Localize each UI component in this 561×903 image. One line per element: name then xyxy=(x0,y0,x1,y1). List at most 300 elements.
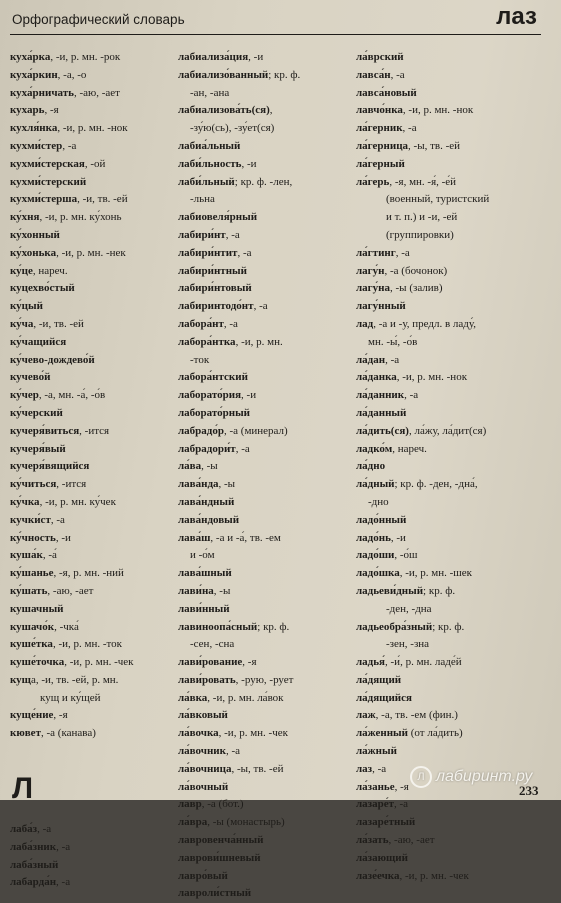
entry-headword: лаборато́рный xyxy=(178,406,250,419)
entry-list xyxy=(356,49,556,885)
dictionary-entry xyxy=(178,494,348,512)
entry-headword: ла́занье xyxy=(356,780,395,793)
dictionary-entry xyxy=(10,565,170,583)
entry-headword: куха́рничать xyxy=(10,86,74,99)
entry-headword: ку́шать xyxy=(10,584,48,597)
entry-grammar: , -и, р. мн. -чек xyxy=(399,869,469,882)
entry-headword: ла́женный xyxy=(356,727,408,740)
entry-headword: ла́герница xyxy=(356,139,409,152)
dictionary-entry xyxy=(356,530,556,548)
entry-grammar: , -я xyxy=(44,104,59,117)
entry-headword: ла́дно xyxy=(356,460,386,473)
entry-headword: лабиринтодо́нт xyxy=(178,300,254,313)
dictionary-entry xyxy=(178,405,348,423)
entry-headword: куцехво́стый xyxy=(10,282,75,295)
dictionary-entry xyxy=(356,352,556,370)
entry-grammar: , -рую, -рует xyxy=(235,673,294,686)
entry-headword: ла́данный xyxy=(356,406,407,419)
dictionary-entry xyxy=(356,868,556,886)
entry-grammar: , -ы (залив) xyxy=(390,282,443,295)
entry-headword: лабиа́льный xyxy=(178,139,241,152)
dictionary-entry xyxy=(10,191,170,209)
entry-headword: лаврови́шневый xyxy=(178,851,261,864)
entry-headword: кучеря́вый xyxy=(10,442,66,455)
entry-headword: ку́цый xyxy=(10,300,43,313)
dictionary-entry xyxy=(178,227,348,245)
dictionary-entry xyxy=(356,547,556,565)
entry-continuation xyxy=(356,636,556,654)
entry-headword: лад xyxy=(356,317,374,330)
dictionary-entry xyxy=(178,316,348,334)
entry-headword: лава́ш xyxy=(178,531,211,544)
entry-grammar: , -и, тв. -ей xyxy=(77,193,128,206)
entry-list xyxy=(10,821,170,892)
dictionary-entry xyxy=(356,102,556,120)
entry-grammar: , -а xyxy=(237,246,252,259)
logo-text: лабиринт.ру xyxy=(436,768,533,786)
entry-grammar: (военный, туристский xyxy=(386,193,490,206)
entry-headword: лабора́нт xyxy=(178,317,224,330)
dictionary-entry xyxy=(10,209,170,227)
entry-headword: лаба́зник xyxy=(10,840,57,853)
entry-grammar: , -а xyxy=(372,762,387,775)
entry-headword: ла́вра xyxy=(178,816,208,829)
entry-headword: ладо́нь xyxy=(356,531,391,544)
entry-grammar: , -я xyxy=(394,780,409,793)
entry-headword: лаба́з xyxy=(10,823,38,836)
entry-headword: ла́дящий xyxy=(356,673,402,686)
entry-headword: ла́дан xyxy=(356,353,386,366)
entry-headword: ладьеви́дный xyxy=(356,584,424,597)
entry-grammar: , -я, мн. -я́, -е́й xyxy=(389,175,457,188)
dictionary-entry xyxy=(356,832,556,850)
dictionary-entry xyxy=(356,67,556,85)
entry-headword: лабора́нтский xyxy=(178,371,248,384)
entry-headword: куще́ние xyxy=(10,709,54,722)
entry-headword: ла́данка xyxy=(356,371,397,384)
column-3 xyxy=(356,49,556,885)
dictionary-entry xyxy=(10,654,170,672)
entry-grammar: , xyxy=(269,104,273,117)
entry-headword: лави́нный xyxy=(178,602,230,615)
entry-grammar: ; кр. ф. -лен, xyxy=(234,175,293,188)
entry-grammar: , -и, р. мн. -ток xyxy=(52,638,123,651)
dictionary-entry xyxy=(178,832,348,850)
dictionary-entry xyxy=(178,850,348,868)
entry-headword: лавчо́нка xyxy=(356,104,403,117)
entry-grammar: , -ы (монастырь) xyxy=(207,816,285,829)
entry-grammar: , -а (бочонок) xyxy=(384,264,448,277)
dictionary-entry xyxy=(178,209,348,227)
entry-grammar: , -я xyxy=(53,709,68,722)
entry-headword: ла́ва xyxy=(178,460,202,473)
entry-grammar: ; кр. ф. xyxy=(268,68,301,81)
entry-grammar: , -и, р. мн. -нок xyxy=(396,371,468,384)
entry-grammar: , -а xyxy=(390,68,405,81)
entry-grammar: , нареч. xyxy=(392,442,427,455)
entry-grammar: , ла́жу, ла́дит(ся) xyxy=(408,424,487,437)
entry-grammar: , -а xyxy=(225,228,240,241)
entry-grammar: -льна xyxy=(190,193,215,206)
entry-headword: лабиализа́ция xyxy=(178,51,249,63)
dictionary-entry xyxy=(10,601,170,619)
entry-continuation xyxy=(356,191,556,209)
entry-grammar: , -и, р. мн. xyxy=(235,335,283,348)
entry-headword: ла́вочник xyxy=(178,745,226,758)
entry-headword: кухми́стерский xyxy=(10,175,87,188)
entry-headword: кухми́стер xyxy=(10,139,63,152)
dictionary-entry xyxy=(178,458,348,476)
entry-headword: лава́нда xyxy=(178,478,219,491)
dictionary-entry xyxy=(356,476,556,494)
entry-continuation xyxy=(178,120,348,138)
entry-continuation xyxy=(178,85,348,103)
entry-grammar: , -и, тв. -ей xyxy=(33,317,84,330)
entry-headword: лабири́нтит xyxy=(178,246,238,259)
dictionary-entry xyxy=(178,779,348,797)
entry-headword: ла́герь xyxy=(356,175,390,188)
entry-headword: ла́зающий xyxy=(356,851,408,864)
dictionary-entry xyxy=(178,67,348,85)
dictionary-entry xyxy=(178,654,348,672)
entry-grammar: , -а и -у, предл. в ладу́, xyxy=(373,317,477,330)
dictionary-entry xyxy=(10,316,170,334)
entry-grammar: , -и, р. мн. -чек xyxy=(64,656,134,669)
dictionary-entry xyxy=(356,814,556,832)
entry-grammar: , -и xyxy=(55,531,71,544)
entry-headword: ла́вочница xyxy=(178,762,232,775)
entry-grammar: , -и, р. мн. -нек xyxy=(56,246,126,259)
dictionary-entry xyxy=(10,458,170,476)
entry-grammar: ; кр. ф. xyxy=(257,620,290,633)
entry-headword: кухарь xyxy=(10,104,45,117)
dictionary-entry xyxy=(356,441,556,459)
entry-grammar: , -и xyxy=(241,157,257,170)
entry-headword: ла́вочный xyxy=(178,780,229,793)
entry-headword: ку́шанье xyxy=(10,567,54,580)
dictionary-entry xyxy=(356,298,556,316)
entry-grammar: и -о́м xyxy=(190,549,215,562)
dictionary-entry xyxy=(178,174,348,192)
entry-grammar: -дно xyxy=(368,495,389,508)
dictionary-entry xyxy=(356,245,556,263)
entry-headword: ла́гтинг xyxy=(356,246,396,259)
entry-grammar: , -и, р. мн. -нок xyxy=(402,104,474,117)
entry-continuation xyxy=(356,494,556,512)
section-letter: Л xyxy=(12,772,34,806)
entry-headword: лава́ндовый xyxy=(178,513,240,526)
dictionary-entry xyxy=(356,654,556,672)
entry-headword: лавровенча́нный xyxy=(178,834,264,847)
entry-headword: ку́чер xyxy=(10,389,39,402)
entry-grammar: , -чка́ xyxy=(54,620,79,633)
column-1 xyxy=(10,49,170,892)
entry-grammar: , -ится xyxy=(79,424,110,437)
dictionary-entry xyxy=(178,885,348,903)
entry-headword: ла́вковый xyxy=(178,709,228,722)
entry-continuation xyxy=(356,334,556,352)
entry-headword: ла́дный xyxy=(356,478,395,491)
dictionary-entry xyxy=(10,405,170,423)
entry-headword: ладья́ xyxy=(356,656,386,669)
entry-headword: лазаре́т xyxy=(356,798,394,811)
entry-headword: куха́рка xyxy=(10,51,51,63)
entry-headword: лавроли́стный xyxy=(178,887,252,900)
running-title: Орфографический словарь xyxy=(12,12,185,27)
dictionary-entry xyxy=(10,334,170,352)
dictionary-entry xyxy=(178,583,348,601)
dictionary-entry xyxy=(178,814,348,832)
entry-grammar: , -а xyxy=(253,300,268,313)
dictionary-entry xyxy=(356,512,556,530)
entry-headword: ла́вка xyxy=(178,691,208,704)
dictionary-entry xyxy=(10,619,170,637)
dictionary-entry xyxy=(10,174,170,192)
entry-headword: лагу́н xyxy=(356,264,385,277)
entry-headword: ку́читься xyxy=(10,478,57,491)
dictionary-entry xyxy=(178,369,348,387)
dictionary-entry xyxy=(356,458,556,476)
entry-grammar: , -ы, тв. -ей xyxy=(231,762,284,775)
entry-headword: кушачный xyxy=(10,602,64,615)
entry-headword: ладо́ши xyxy=(356,549,395,562)
entry-headword: лава́ндный xyxy=(178,495,235,508)
entry-headword: лавр xyxy=(178,798,202,811)
entry-list xyxy=(178,49,348,903)
entry-grammar: , -а xyxy=(56,876,71,889)
entry-grammar: , -а́ xyxy=(42,549,57,562)
entry-grammar: -зу́ю(сь), -зу́ет(ся) xyxy=(190,122,275,135)
dictionary-entry xyxy=(178,423,348,441)
entry-headword: ла́врский xyxy=(356,51,404,63)
dictionary-entry xyxy=(178,245,348,263)
dictionary-entry xyxy=(178,334,348,352)
entry-grammar: , -ы xyxy=(218,478,236,491)
dictionary-entry xyxy=(178,619,348,637)
entry-grammar: , -и́, р. мн. ладе́й xyxy=(385,656,462,669)
entry-grammar: -ден, -дна xyxy=(386,602,432,615)
entry-headword: лави́на xyxy=(178,584,214,597)
entry-headword: кухля́нка xyxy=(10,122,58,135)
entry-headword: ладьеобра́зный xyxy=(356,620,433,633)
entry-headword: лаж xyxy=(356,709,376,722)
dictionary-entry xyxy=(178,601,348,619)
entry-headword: лабиализова́ть(ся) xyxy=(178,104,270,117)
entry-headword: ку́ча xyxy=(10,317,34,330)
dictionary-entry xyxy=(178,690,348,708)
entry-grammar: , -а xyxy=(395,246,410,259)
entry-grammar: , -а xyxy=(37,823,52,836)
entry-headword: ла́дить(ся) xyxy=(356,424,409,437)
entry-grammar: а, -и, тв. -ей, р. мн. xyxy=(30,673,119,686)
entry-grammar: , -а, мн. -а́, -о́в xyxy=(38,389,106,402)
dictionary-entry xyxy=(10,530,170,548)
dictionary-entry xyxy=(356,316,556,334)
dictionary-entry xyxy=(10,423,170,441)
entry-headword: кювет xyxy=(10,727,41,740)
dictionary-entry xyxy=(10,707,170,725)
entry-headword: лабири́нтовый xyxy=(178,282,252,295)
dictionary-entry xyxy=(178,156,348,174)
dictionary-entry xyxy=(10,138,170,156)
entry-grammar: , -и, р. мн. -рок xyxy=(50,51,121,63)
entry-headword: ла́герный xyxy=(356,157,405,170)
dictionary-entry xyxy=(178,138,348,156)
dictionary-entry xyxy=(356,565,556,583)
dictionary-entry xyxy=(356,583,556,601)
entry-headword: ку́черский xyxy=(10,406,63,419)
entry-grammar: , -ы xyxy=(201,460,218,473)
dictionary-entry xyxy=(10,387,170,405)
entry-headword: лави́ровать xyxy=(178,673,236,686)
dictionary-entry xyxy=(10,49,170,67)
entry-grammar: -ток xyxy=(190,353,210,366)
dictionary-entry xyxy=(356,850,556,868)
entry-continuation xyxy=(10,690,170,708)
dictionary-entry xyxy=(10,280,170,298)
entry-grammar: ; кр. ф. xyxy=(423,584,456,597)
entry-headword: ладо́шка xyxy=(356,567,400,580)
dictionary-entry xyxy=(178,441,348,459)
entry-grammar: (от ла́дить) xyxy=(408,727,463,740)
column-2 xyxy=(178,49,348,903)
dictionary-entry xyxy=(178,868,348,886)
dictionary-entry xyxy=(178,280,348,298)
dictionary-entry xyxy=(178,565,348,583)
entry-grammar: , -а (бот.) xyxy=(201,798,244,811)
entry-grammar: , -а (минерал) xyxy=(223,424,288,437)
dictionary-entry xyxy=(178,387,348,405)
entry-grammar: , -а xyxy=(50,513,65,526)
entry-headword: ла́дящийся xyxy=(356,691,412,704)
dictionary-entry xyxy=(356,672,556,690)
dictionary-entry xyxy=(10,821,170,839)
dictionary-entry xyxy=(178,672,348,690)
entry-headword: лабарда́н xyxy=(10,876,57,889)
entry-grammar: , -а, -о xyxy=(57,68,87,81)
logo-mark-icon: Л xyxy=(410,766,432,788)
entry-headword: ла́данник xyxy=(356,389,405,402)
entry-grammar: , -и, р. мн. -нок xyxy=(57,122,128,135)
entry-headword: лазаре́тный xyxy=(356,816,416,829)
entry-grammar: , -я xyxy=(242,656,257,669)
dictionary-entry xyxy=(356,796,556,814)
entry-grammar: кущ и ку́щей xyxy=(40,691,101,704)
dictionary-entry xyxy=(356,707,556,725)
entry-grammar: , -о́ш xyxy=(394,549,418,562)
entry-headword: лава́шный xyxy=(178,567,232,580)
dictionary-entry xyxy=(10,494,170,512)
dictionary-entry xyxy=(178,796,348,814)
entry-grammar: , -ы xyxy=(213,584,231,597)
entry-headword: лаборато́рия xyxy=(178,389,242,402)
entry-headword: кухми́стерская xyxy=(10,157,85,170)
entry-headword: лаби́льный xyxy=(178,175,235,188)
entry-headword: лабири́нт xyxy=(178,228,226,241)
page-number: 233 xyxy=(519,783,539,798)
dictionary-entry xyxy=(356,619,556,637)
dictionary-entry xyxy=(10,369,170,387)
dictionary-entry xyxy=(10,672,170,690)
dictionary-entry xyxy=(10,120,170,138)
entry-grammar: , -а xyxy=(402,122,417,135)
entry-grammar: , -а и -а́, тв. -ем xyxy=(210,531,281,544)
entry-headword: лагу́нный xyxy=(356,300,406,313)
dictionary-entry xyxy=(10,156,170,174)
dictionary-entry xyxy=(10,85,170,103)
entry-headword: ку́хня xyxy=(10,211,40,224)
entry-grammar: ; кр. ф. -ден, -дна́, xyxy=(394,478,478,491)
dictionary-entry xyxy=(178,512,348,530)
entry-headword: кучево́й xyxy=(10,371,51,384)
page-header xyxy=(10,4,541,35)
entry-headword: лаби́льность xyxy=(178,157,242,170)
entry-headword: лабиовеля́рный xyxy=(178,211,258,224)
entry-headword: ку́хонька xyxy=(10,246,57,259)
entry-headword: ку́чащийся xyxy=(10,335,67,348)
dictionary-entry xyxy=(356,405,556,423)
entry-headword: кущ xyxy=(10,673,31,686)
entry-headword: лавро́вый xyxy=(178,869,228,882)
entry-headword: ла́вочка xyxy=(178,727,219,740)
dictionary-entry xyxy=(10,263,170,281)
dictionary-entry xyxy=(10,512,170,530)
entry-headword: куше́тка xyxy=(10,638,53,651)
entry-continuation xyxy=(178,191,348,209)
entry-headword: кучеря́вящийся xyxy=(10,460,90,473)
entry-headword: лаз xyxy=(356,762,373,775)
entry-headword: ла́зать xyxy=(356,834,389,847)
catchword: лаз xyxy=(496,3,537,30)
entry-grammar: , -а (канава) xyxy=(40,727,96,740)
entry-grammar: , -ы, тв. -ей xyxy=(408,139,461,152)
entry-headword: куха́ркин xyxy=(10,68,58,81)
dictionary-entry xyxy=(10,441,170,459)
entry-headword: лавиноопа́сный xyxy=(178,620,258,633)
entry-grammar: , -и xyxy=(248,51,264,63)
dictionary-entry xyxy=(178,530,348,548)
dictionary-entry xyxy=(356,690,556,708)
entry-headword: лабрадори́т xyxy=(178,442,236,455)
entry-headword: лабрадо́р xyxy=(178,424,224,437)
dictionary-entry xyxy=(356,369,556,387)
dictionary-entry xyxy=(10,547,170,565)
entry-headword: ладко́м xyxy=(356,442,393,455)
entry-grammar: , -а xyxy=(404,389,419,402)
entry-headword: кухми́стерша xyxy=(10,193,78,206)
entry-grammar: -зен, -зна xyxy=(386,638,430,651)
entry-grammar: , -а xyxy=(394,798,409,811)
entry-continuation xyxy=(178,352,348,370)
entry-grammar: , -ится xyxy=(56,478,87,491)
entry-grammar: , -а xyxy=(225,745,241,758)
dictionary-entry xyxy=(356,85,556,103)
dictionary-entry xyxy=(10,725,170,743)
entry-grammar: и т. п.) и -и, -ей xyxy=(386,211,458,224)
entry-continuation xyxy=(356,227,556,245)
entry-headword: ла́жный xyxy=(356,745,397,758)
entry-grammar: , -аю, -ает xyxy=(388,834,435,847)
entry-list xyxy=(10,49,170,743)
entry-grammar: , -а xyxy=(56,840,71,853)
entry-grammar: , -и, р. мн. ку́хонь xyxy=(39,211,122,224)
entry-headword: ладо́нный xyxy=(356,513,407,526)
entry-grammar: , -а xyxy=(223,317,238,330)
dictionary-entry xyxy=(178,298,348,316)
dictionary-entry xyxy=(10,352,170,370)
dictionary-entry xyxy=(10,67,170,85)
entry-grammar: , -и, р. мн. -чек xyxy=(218,727,288,740)
